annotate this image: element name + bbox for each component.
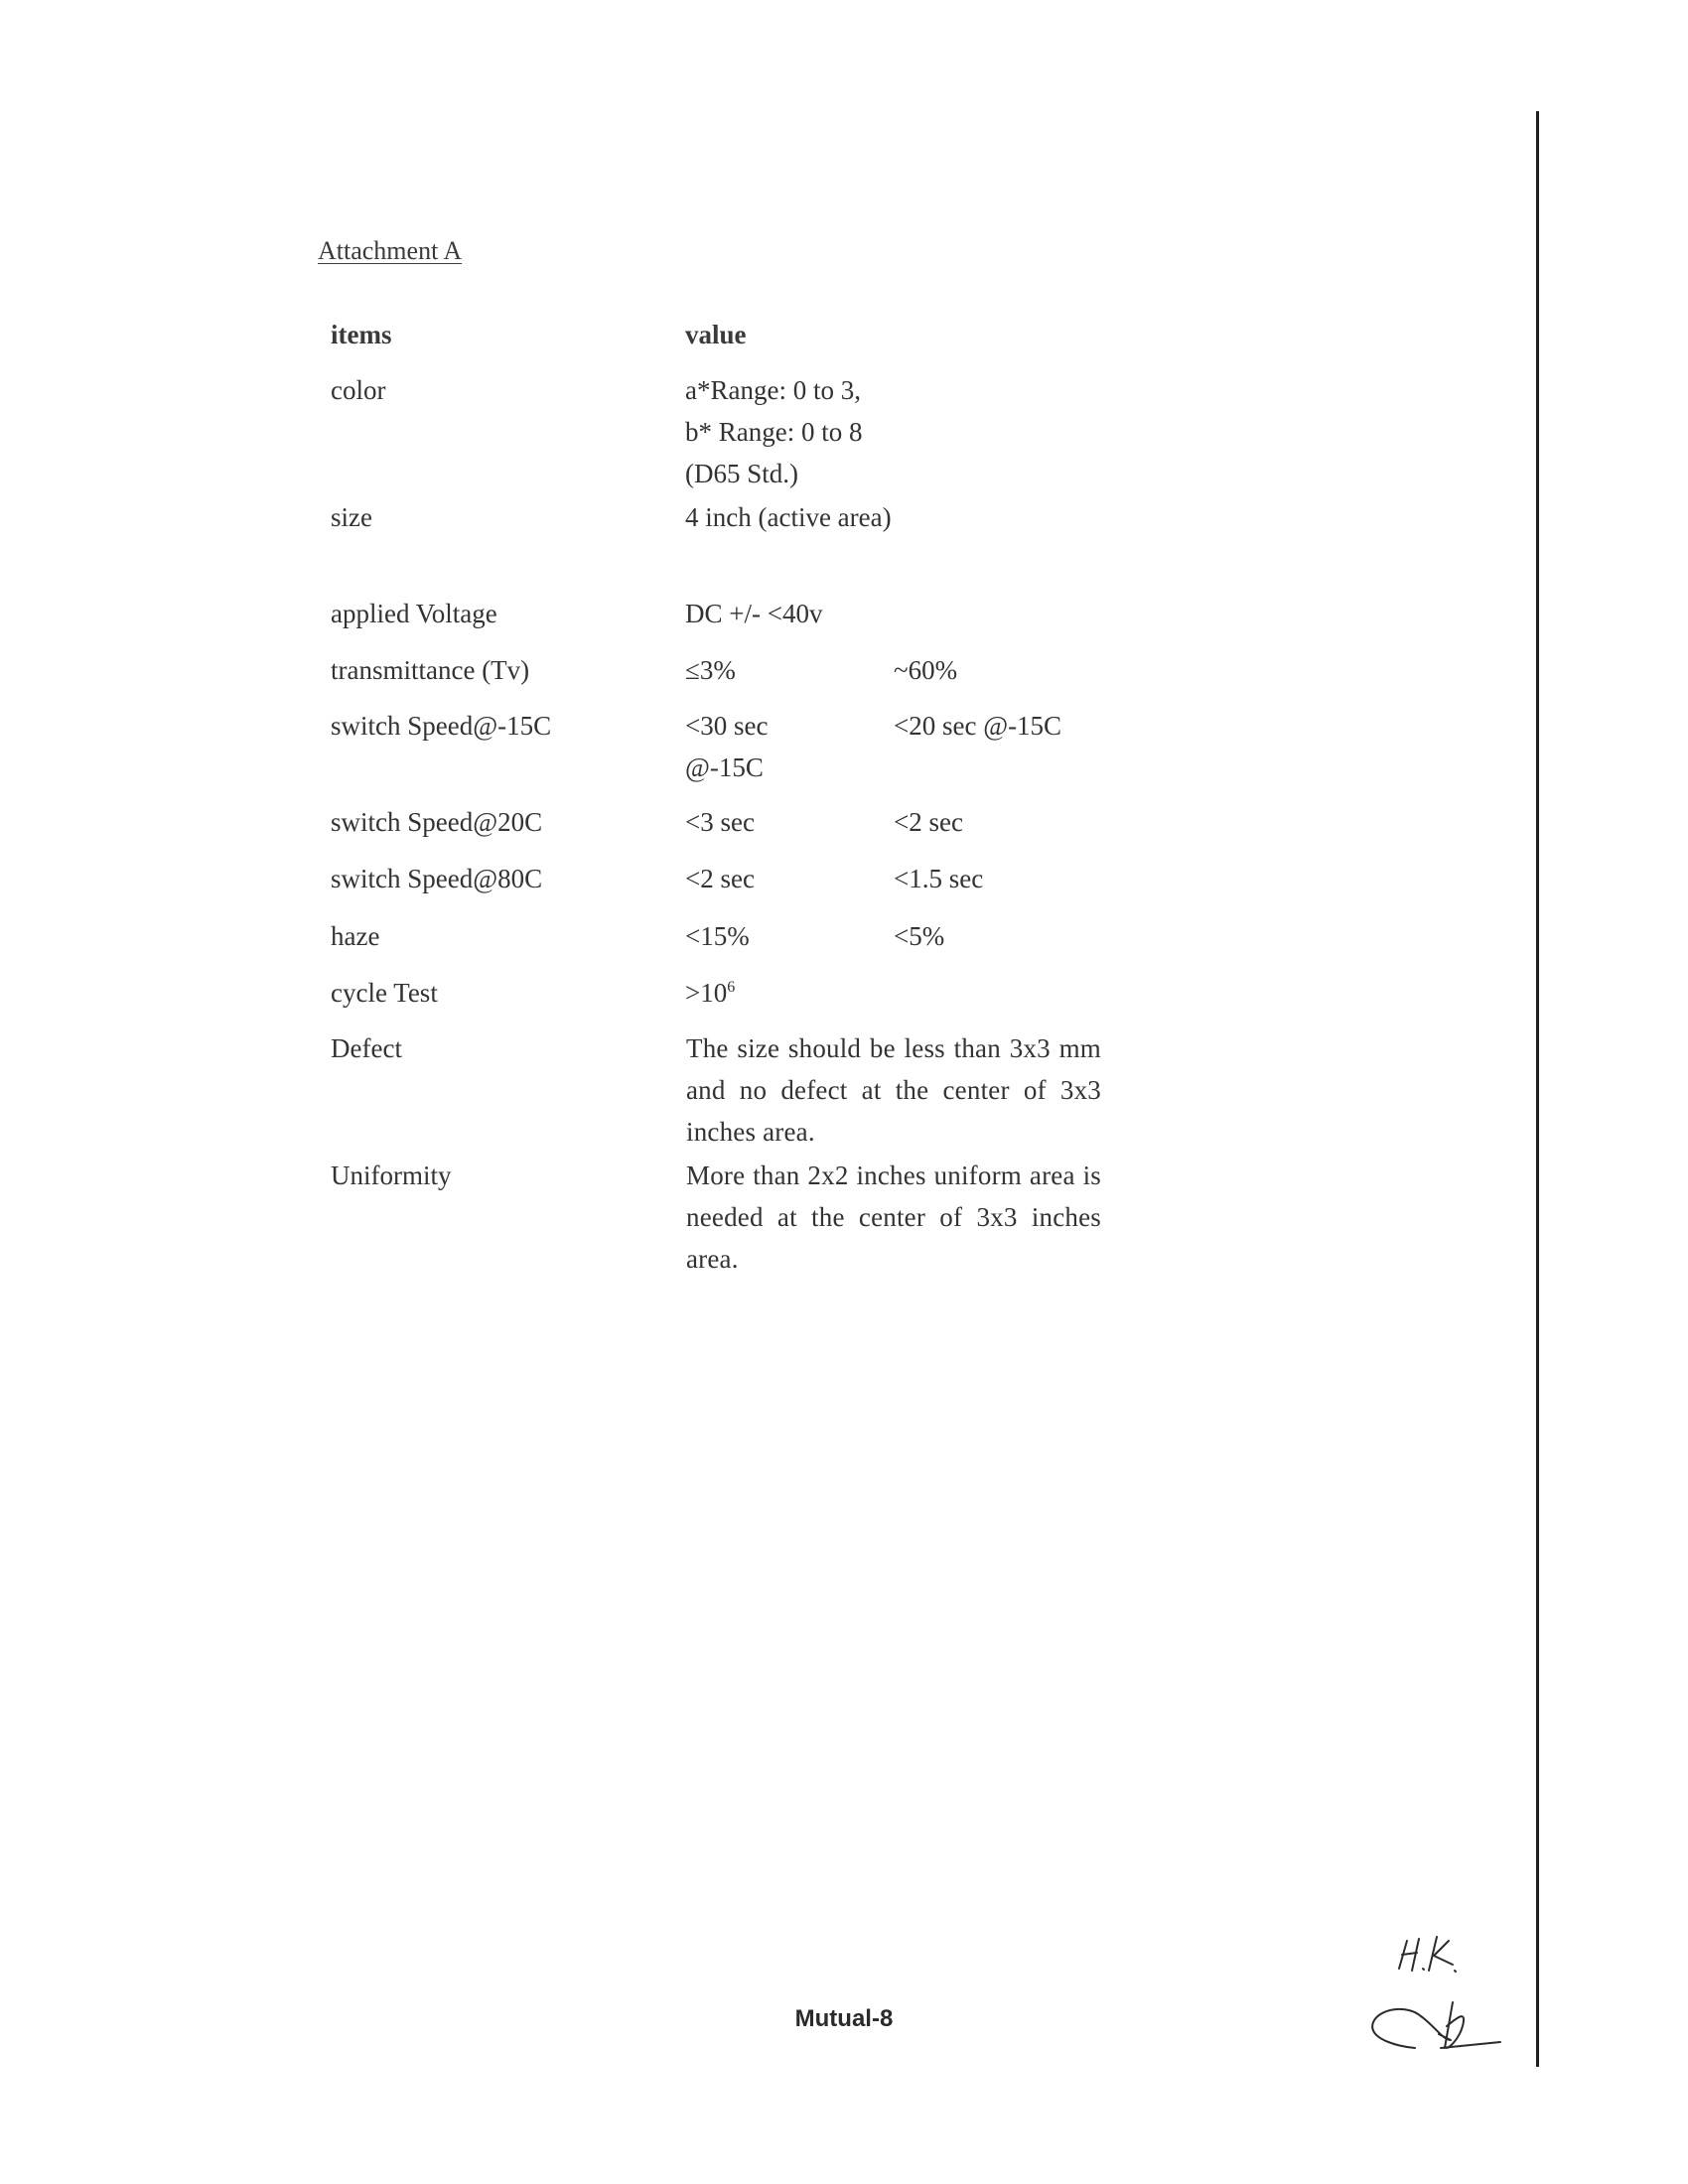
row-item: applied Voltage xyxy=(331,599,497,628)
header-value: value xyxy=(685,320,747,349)
row-value: 4 inch (active area) xyxy=(685,502,892,532)
row-value-2: <5% xyxy=(894,921,945,951)
attachment-title: Attachment A xyxy=(318,236,463,265)
row-item: color xyxy=(331,375,386,405)
row-value: More than 2x2 inches uniform area is needed at the center of 3x3 inches area. xyxy=(686,1160,1101,1274)
row-value-2: <20 sec @-15C xyxy=(894,711,1062,741)
row-item: Uniformity xyxy=(331,1160,452,1190)
row-item: switch Speed@80C xyxy=(331,864,543,893)
row-value: <3 sec xyxy=(685,807,755,837)
row-value: ≤3% xyxy=(685,655,736,685)
row-value: <15% xyxy=(685,921,750,951)
right-margin-rule xyxy=(1536,111,1539,2067)
row-value xyxy=(685,972,735,1014)
row-value-2: ~60% xyxy=(894,655,958,685)
row-value-2: <2 sec xyxy=(894,807,963,837)
handwritten-signature xyxy=(1355,1931,1504,2065)
row-item: Defect xyxy=(331,1033,402,1063)
row-value: <2 sec xyxy=(685,864,755,893)
row-value: a*Range: 0 to 3, b* Range: 0 to 8 (D65 Std.) xyxy=(685,375,863,488)
row-item: cycle Test xyxy=(331,978,438,1008)
row-value-base: >10 xyxy=(685,978,728,1008)
row-value-2: <1.5 sec xyxy=(894,864,984,893)
row-item: switch Speed@20C xyxy=(331,807,543,837)
row-item: switch Speed@-15C xyxy=(331,711,552,741)
row-item: transmittance (Tv) xyxy=(331,655,530,685)
row-value: The size should be less than 3x3 mm and no defect at the center of 3x3 inches area. xyxy=(686,1033,1101,1147)
row-value: <30 sec @-15C xyxy=(685,711,769,782)
header-items: items xyxy=(331,320,392,349)
row-item: haze xyxy=(331,921,380,951)
page-footer: Mutual-8 xyxy=(794,2005,894,2032)
row-item: size xyxy=(331,502,372,532)
row-value: DC +/- <40v xyxy=(685,599,823,628)
row-value-exponent: 6 xyxy=(727,979,736,996)
